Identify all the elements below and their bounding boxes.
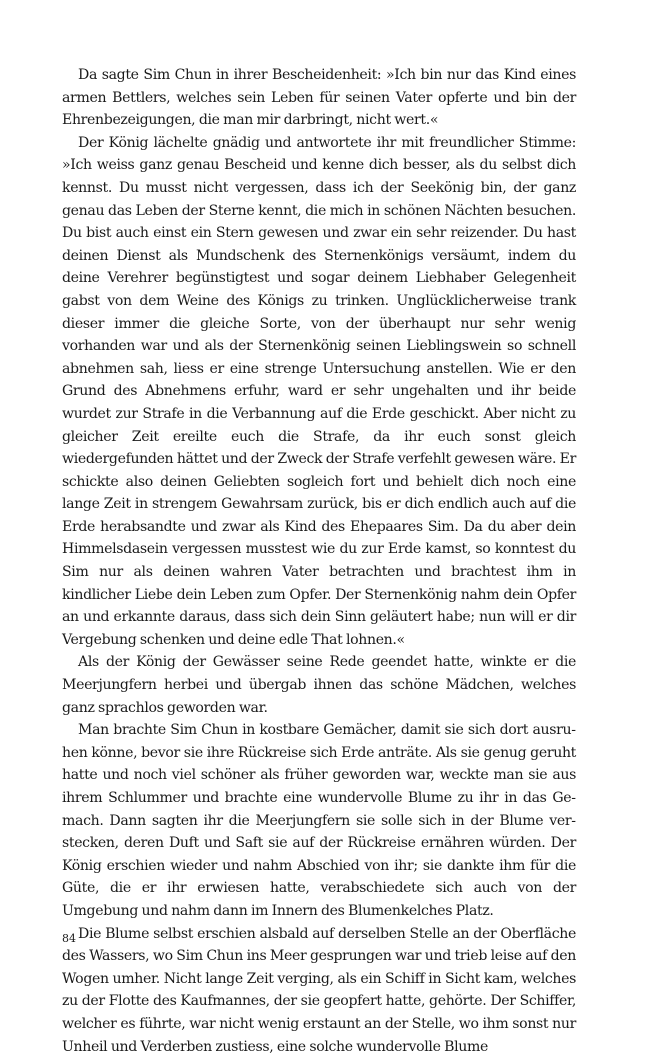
page-number: 84: [62, 932, 76, 945]
paragraph-5: Die Blume selbst erschien alsbald auf derselben Stelle an der Oberfläche des Wassers, wo Sim Chun ins Meer gesprungen war und trieb leise auf den Wogen umher. Nicht lange Zeit verging, als ein Schiff in Sicht kam, welches zu der Flotte des Kaufmannes, der sie geopfert hatte, gehörte. Der Schiffer, welcher es führte, war nicht wenig erstaunt an der Stelle, wo ihm sonst nur Unheil und Verderben zustiess, eine solche wundervolle Blume: [62, 925, 576, 1055]
text-block: [62, 64, 576, 1058]
paragraph-3: Als der König der Gewässer seine Rede geendet hatte, winkte er die Meerjungfern herbei und übergab ihnen das schöne Mädchen, welches ganz sprachlos geworden war.: [62, 654, 576, 716]
paragraph-2: Der König lächelte gnädig und antwortete ihr mit freundlicher Stimme: »Ich weiss ganz genau Bescheid und kenne dich besser, als du selbst dich kennst. Du musst nicht vergessen, dass ich der Seekönig bin, der ganz genau das Leben der Sterne kennt, die mich in schönen Nächten besuchen. Du bist auch einst ein Stern gewesen und zwar ein sehr reizender. Du hast deinen Dienst als Mundschenk des Sternenkönigs versäumt, indem du deine Verehrer begünstigtest und sogar deinem Liebhaber Gelegenheit gabst von dem Weine des Königs zu trinken. Unglücklicherweise trank dieser immer die gleiche Sorte, von der überhaupt nur sehr wenig vorhanden war und als der Sternenkönig seinen Lieblingswein so schnell abnehmen sah, liess er eine strenge Untersuchung anstellen. Wie er den Grund des Abnehmens erfuhr, ward er sehr ungehalten und ihr beide wurdet zur Strafe in die Verbannung auf die Erde geschickt. Aber nicht zu gleicher Zeit ereilte euch die Strafe, da ihr euch sonst gleich wiedergefunden hättet und der Zweck der Strafe verfehlt gewesen wäre. Er schickte also deinen Geliebten sogleich fort und behielt dich noch eine lange Zeit in strengem Gewahrsam zurück, bis er dich endlich auch auf die Erde herabsandte und zwar als Kind des Ehepaares Sim. Da du aber dein Himmelsdasein vergessen musstest wie du zur Erde kamst, so konntest du Sim nur als deinen wahren Vater betrachten und brachtest ihm in kindlicher Liebe dein Leben zum Opfer. Der Sternenkönig nahm dein Opfer an und erkannte daraus, dass sich dein Sinn geläutert habe; nun will er dir Vergebung schenken und deine edle That lohnen.«: [62, 134, 576, 648]
paragraph-4: Man brachte Sim Chun in kostbare Gemächer, damit sie sich dort ausruhen könne, bevor sie ihre Rückreise sich Erde anträte. Als sie genug geruht hatte und noch viel schöner als früher geworden war, weckte man sie aus ihrem Schlummer und brachte eine wundervolle Blume zu ihr in das Gemach. Dann sagten ihr die Meerjungfern sie solle sich in der Blume verstecken, deren Duft und Saft sie auf der Rückreise ernähren würden. Der König erschien wieder und nahm Abschied von ihr; sie dankte ihm für die Güte, die er ihr erwiesen hatte, verabschiedete sich auch von der Umgebung und nahm dann im Innern des Blumenkelches Platz.: [62, 722, 576, 919]
paragraph-1: Da sagte Sim Chun in ihrer Bescheidenheit: »Ich bin nur das Kind eines armen Bettlers, welches sein Leben für seinen Vater opferte und bin der Ehrenbezeigungen, die man mir darbringt, nicht wert.«: [62, 67, 576, 129]
page-body: [62, 64, 576, 1055]
